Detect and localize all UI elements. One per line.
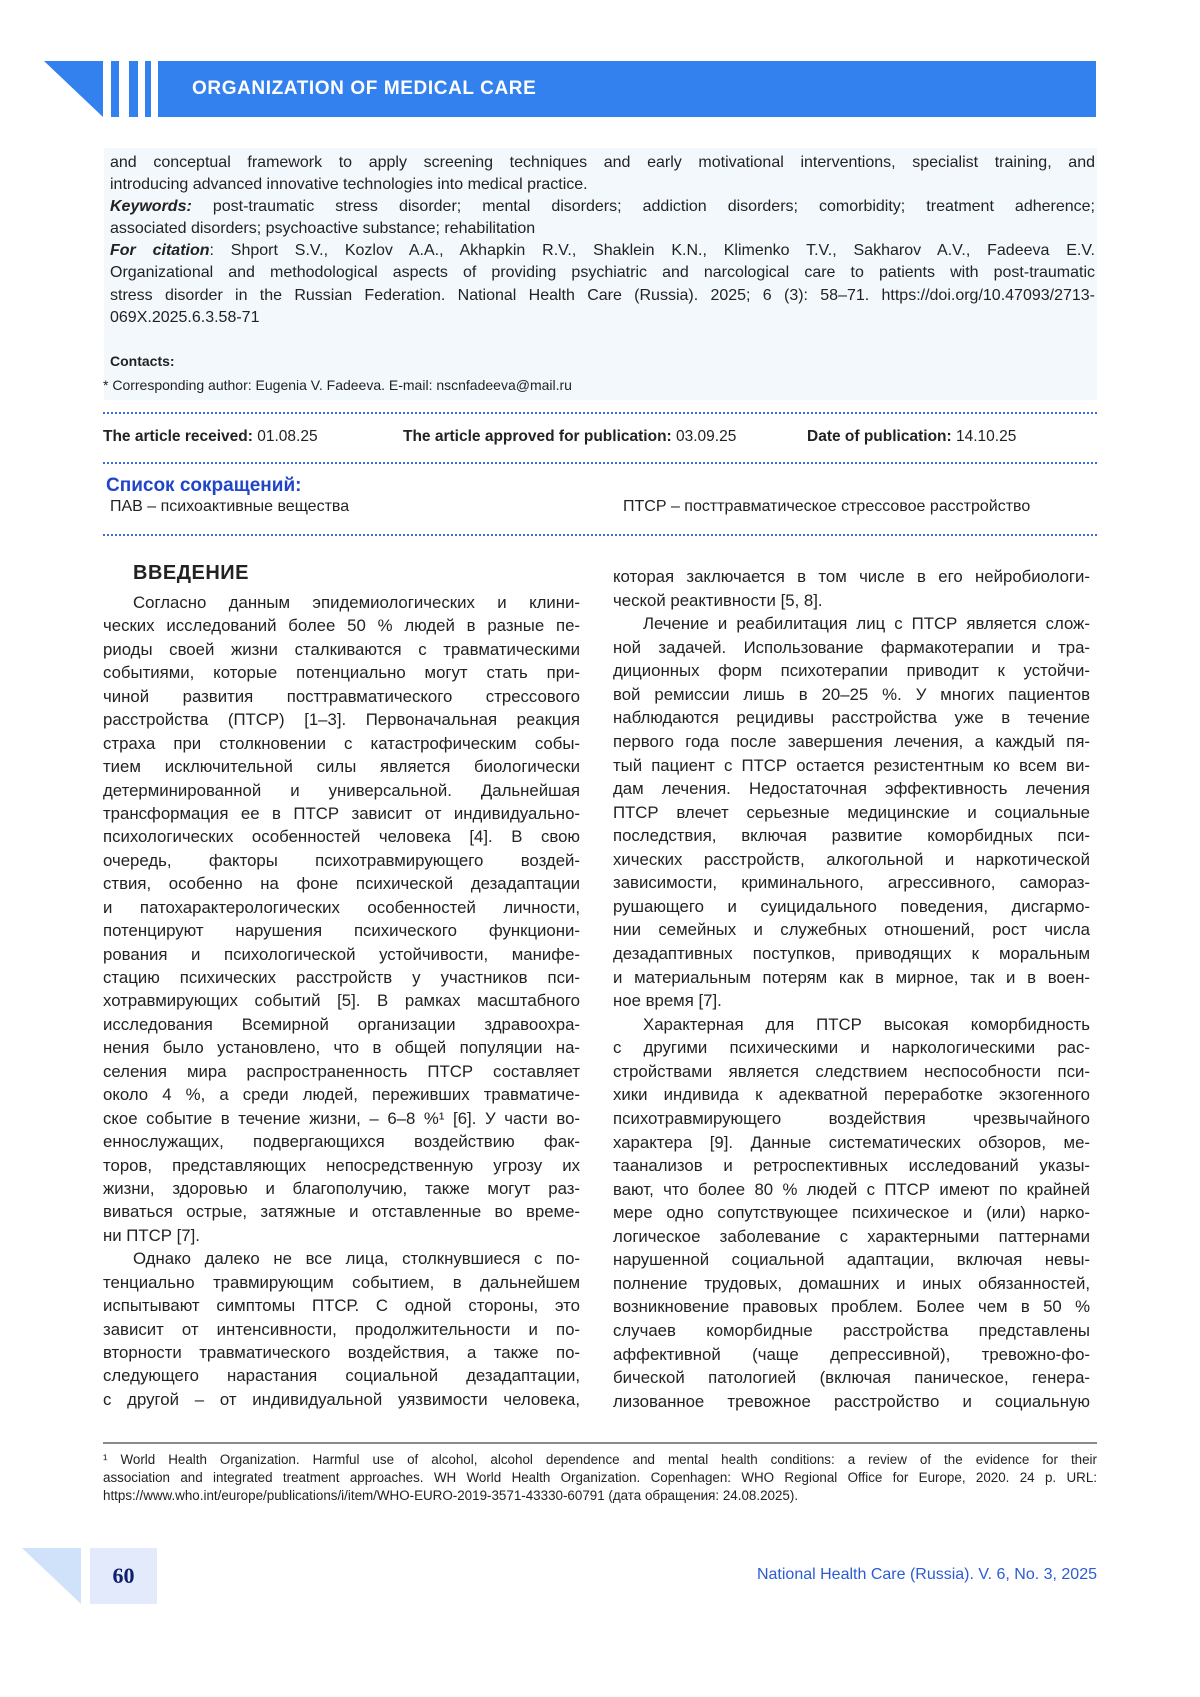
paragraph-line: риоды своей жизни сталкиваются с травматическими: [103, 638, 580, 661]
corresponding-author: * Corresponding author: Eugenia V. Fadeeva. E-mail: nscnfadeeva@mail.ru: [103, 377, 572, 393]
paragraph-line: и материальным потерям как в мирное, так и в воен-: [613, 966, 1090, 990]
keywords-text: post-traumatic stress disorder; mental disorders; addiction disorders; comorbidity; treatment adherence;: [192, 198, 1095, 215]
keywords-line: associated disorders; psychoactive substance; rehabilitation: [110, 218, 1095, 240]
paragraph-line: вой ремиссии лишь в 20–25 %. У многих пациентов: [613, 683, 1090, 707]
body-column-left: [103, 591, 580, 1411]
footnote-line: association and integrated treatment approaches. WH World Health Organization. Copenhagen: WHO Regional Office for Europe, 2020. 24 p. URL:: [103, 1469, 1097, 1487]
abstract-line: and conceptual framework to apply screening techniques and early motivational interventions, specialist training, and: [110, 152, 1095, 174]
date-approved: [403, 428, 736, 446]
paragraph-line: хотравмирующих событий [5]. В рамках масштабного: [103, 989, 580, 1012]
paragraph-line: лизованное тревожное расстройство и социальную: [613, 1390, 1090, 1414]
paragraph-line: вают, что более 80 % людей с ПТСР имеют по крайней: [613, 1178, 1090, 1202]
paragraph-line: ческих исследований более 50 % людей в разные пе-: [103, 614, 580, 637]
paragraph-line: ствия, особенно на фоне психической дезадаптации: [103, 872, 580, 895]
paragraph-line: стройствами является следствием неспособности пси-: [613, 1060, 1090, 1084]
dotted-divider: [103, 462, 1097, 464]
footnote-line: ¹ World Health Organization. Harmful use of alcohol, alcohol dependence and mental health conditions: a review of the evidence for their: [103, 1451, 1097, 1469]
paragraph-line: жизни, здоровью и благополучию, также могут раз-: [103, 1177, 580, 1200]
paragraph-line: Согласно данным эпидемиологических и клини-: [103, 591, 580, 614]
journal-reference: National Health Care (Russia). V. 6, No. 3, 2025: [757, 1566, 1097, 1584]
paragraph-line: дезадаптивных поступков, приводящих к моральным: [613, 942, 1090, 966]
paragraph-line: детерминированной и универсальной. Дальнейшая: [103, 779, 580, 802]
paragraph-line: нения было установлено, что в общей популяции на-: [103, 1036, 580, 1059]
paragraph-line: рования и психологической устойчивости, манифе-: [103, 943, 580, 966]
date-received-value: 01.08.25: [253, 428, 318, 445]
footnote: [103, 1451, 1097, 1505]
footnote-line: https://www.who.int/europe/publications/i/item/WHO-EURO-2019-3571-43330-60791 (дата обращения: 24.08.2025).: [103, 1487, 1097, 1505]
section-heading: ВВЕДЕНИЕ: [133, 562, 249, 585]
citation-text: : Shport S.V., Kozlov A.A., Akhapkin R.V., Shaklein K.N., Klimenko T.V., Sakharov A.V., Fadeeva E.V.: [210, 242, 1096, 259]
paragraph-line: трансформация ее в ПТСР зависит от индивидуально-: [103, 802, 580, 825]
paragraph-line: зависит от интенсивности, продолжительности и по-: [103, 1318, 580, 1341]
abstract-line: introducing advanced innovative technologies into medical practice.: [110, 174, 1095, 196]
paragraph-line: событиями, которые потенциально могут стать при-: [103, 661, 580, 684]
date-published-value: 14.10.25: [952, 428, 1017, 445]
dotted-divider: [103, 412, 1097, 414]
paragraph-line: стацию психических расстройств у участников пси-: [103, 966, 580, 989]
paragraph-line: ское событие в течение жизни, – 6–8 %¹ [6]. У части во-: [103, 1107, 580, 1130]
contacts-label: Contacts:: [110, 353, 175, 369]
header-stripe: [145, 61, 151, 117]
paragraph-line: торов, представляющих непосредственную угрозу их: [103, 1154, 580, 1177]
paragraph-line: диционных форм психотерапии приводит к устойчи-: [613, 659, 1090, 683]
citation-line: [110, 240, 1095, 262]
paragraph-line: первого года после завершения лечения, а каждый пя-: [613, 730, 1090, 754]
citation-line: Organizational and methodological aspects of providing psychiatric and narcological care to patients with post-traumatic: [110, 262, 1095, 284]
date-received: [103, 428, 318, 446]
paragraph-line: страха при столкновении с катастрофическим собы-: [103, 732, 580, 755]
paragraph-line: нии семейных и служебных отношений, рост числа: [613, 918, 1090, 942]
paragraph-line: дам лечения. Недостаточная эффективность лечения: [613, 777, 1090, 801]
paragraph-line: исследования Всемирной организации здравоохра-: [103, 1013, 580, 1036]
date-approved-value: 03.09.25: [672, 428, 737, 445]
paragraph-line: полнение трудовых, домашних и иных обязанностей,: [613, 1272, 1090, 1296]
paragraph-line: вторности травматического воздействия, а также по-: [103, 1341, 580, 1364]
paragraph-line: зависимости, криминального, агрессивного, самораз-: [613, 871, 1090, 895]
paragraph-line: психологических особенностей человека [4]. В свою: [103, 825, 580, 848]
header-triangle-decoration: [44, 61, 103, 117]
paragraph-line: нарушенной социальной адаптации, включая невы-: [613, 1248, 1090, 1272]
paragraph-line: тенциально травмирующим событием, в дальнейшем: [103, 1271, 580, 1294]
paragraph-line: еннослужащих, подвергающихся воздействию фак-: [103, 1130, 580, 1153]
paragraph-line: которая заключается в том числе в его нейробиологи-: [613, 565, 1090, 589]
paragraph-line: около 4 %, а среди людей, переживших травматиче-: [103, 1083, 580, 1106]
paragraph-line: следующего нарастания социальной дезадаптации,: [103, 1364, 580, 1387]
date-published: [807, 428, 1016, 446]
paragraph-line: и патохарактерологических особенностей личности,: [103, 896, 580, 919]
paragraph-line: с другой – от индивидуальной уязвимости человека,: [103, 1388, 580, 1411]
abbreviation-item: ПАВ – психоактивные вещества: [110, 498, 349, 516]
abbreviation-item: ПТСР – посттравматическое стрессовое расстройство: [623, 498, 1030, 516]
citation-line: stress disorder in the Russian Federation. National Health Care (Russia). 2025; 6 (3): 58–71. https://doi.org/10.47093/2713-: [110, 285, 1095, 307]
citation-line: 069X.2025.6.3.58-71: [110, 307, 1095, 329]
paragraph-line: таанализов и ретроспективных исследований указы-: [613, 1154, 1090, 1178]
date-approved-label: The article approved for publication:: [403, 428, 672, 445]
paragraph-line: психотравмирующего воздействия чрезвычайного: [613, 1107, 1090, 1131]
paragraph-line: логическое заболевание с характерными паттернами: [613, 1225, 1090, 1249]
keywords-line: [110, 196, 1095, 218]
paragraph-line: ное время [7].: [613, 989, 1090, 1013]
paragraph-line: ческой реактивности [5, 8].: [613, 589, 1090, 613]
paragraph-line: виваться острые, затяжные и отставленные во време-: [103, 1200, 580, 1223]
paragraph-line: наблюдаются рецидивы расстройства уже в течение: [613, 706, 1090, 730]
paragraph-line: бической патологией (включая паническое, генера-: [613, 1366, 1090, 1390]
paragraph-line: характера [9]. Данные систематических обзоров, ме-: [613, 1131, 1090, 1155]
footer-triangle-decoration: [22, 1548, 81, 1604]
paragraph-line: Лечение и реабилитация лиц с ПТСР является слож-: [613, 612, 1090, 636]
paragraph-line: тием исключительной силы является биологически: [103, 755, 580, 778]
abstract: [110, 152, 1095, 329]
paragraph-line: с другими психическими и наркологическими рас-: [613, 1036, 1090, 1060]
body-column-right: [613, 565, 1090, 1413]
header-stripe: [111, 61, 119, 117]
paragraph-line: хических расстройств, алкогольной и наркотической: [613, 848, 1090, 872]
dotted-divider: [103, 534, 1097, 536]
paragraph-line: мере одно сопутствующее психическое и (или) нарко-: [613, 1201, 1090, 1225]
paragraph-line: ни ПТСР [7].: [103, 1224, 580, 1247]
paragraph-line: Однако далеко не все лица, столкнувшиеся с по-: [103, 1247, 580, 1270]
footnote-rule: [103, 1442, 1097, 1444]
paragraph-line: последствия, включая развитие коморбидных пси-: [613, 824, 1090, 848]
keywords-label: Keywords:: [110, 198, 192, 215]
paragraph-line: хики индивида к адекватной переработке экзогенного: [613, 1083, 1090, 1107]
section-title: ORGANIZATION OF MEDICAL CARE: [192, 61, 536, 117]
paragraph-line: селения мира распространенность ПТСР составляет: [103, 1060, 580, 1083]
paragraph-line: очередь, факторы психотравмирующего воздей-: [103, 849, 580, 872]
date-published-label: Date of publication:: [807, 428, 952, 445]
paragraph-line: испытывают симптомы ПТСР. С одной стороны, это: [103, 1294, 580, 1317]
paragraph-line: случаев коморбидные расстройства представлены: [613, 1319, 1090, 1343]
abbreviations-title: Список сокращений:: [106, 475, 301, 497]
paragraph-line: Характерная для ПТСР высокая коморбидность: [613, 1013, 1090, 1037]
citation-label: For citation: [110, 242, 210, 259]
header-stripe: [129, 61, 138, 117]
paragraph-line: расстройства (ПТСР) [1–3]. Первоначальная реакция: [103, 708, 580, 731]
paragraph-line: аффективной (чаще депрессивной), тревожно-фо-: [613, 1343, 1090, 1367]
paragraph-line: ной задачей. Использование фармакотерапии и тра-: [613, 636, 1090, 660]
paragraph-line: рушающего и суицидального поведения, дисгармо-: [613, 895, 1090, 919]
paragraph-line: потенцируют нарушения психического функциони-: [103, 919, 580, 942]
page-number: 60: [90, 1548, 157, 1604]
paragraph-line: возникновение правовых проблем. Более чем в 50 %: [613, 1295, 1090, 1319]
paragraph-line: ПТСР влечет серьезные медицинские и социальные: [613, 801, 1090, 825]
paragraph-line: тый пациент с ПТСР остается резистентным ко всем ви-: [613, 754, 1090, 778]
date-received-label: The article received:: [103, 428, 253, 445]
paragraph-line: чиной развития посттравматического стрессового: [103, 685, 580, 708]
